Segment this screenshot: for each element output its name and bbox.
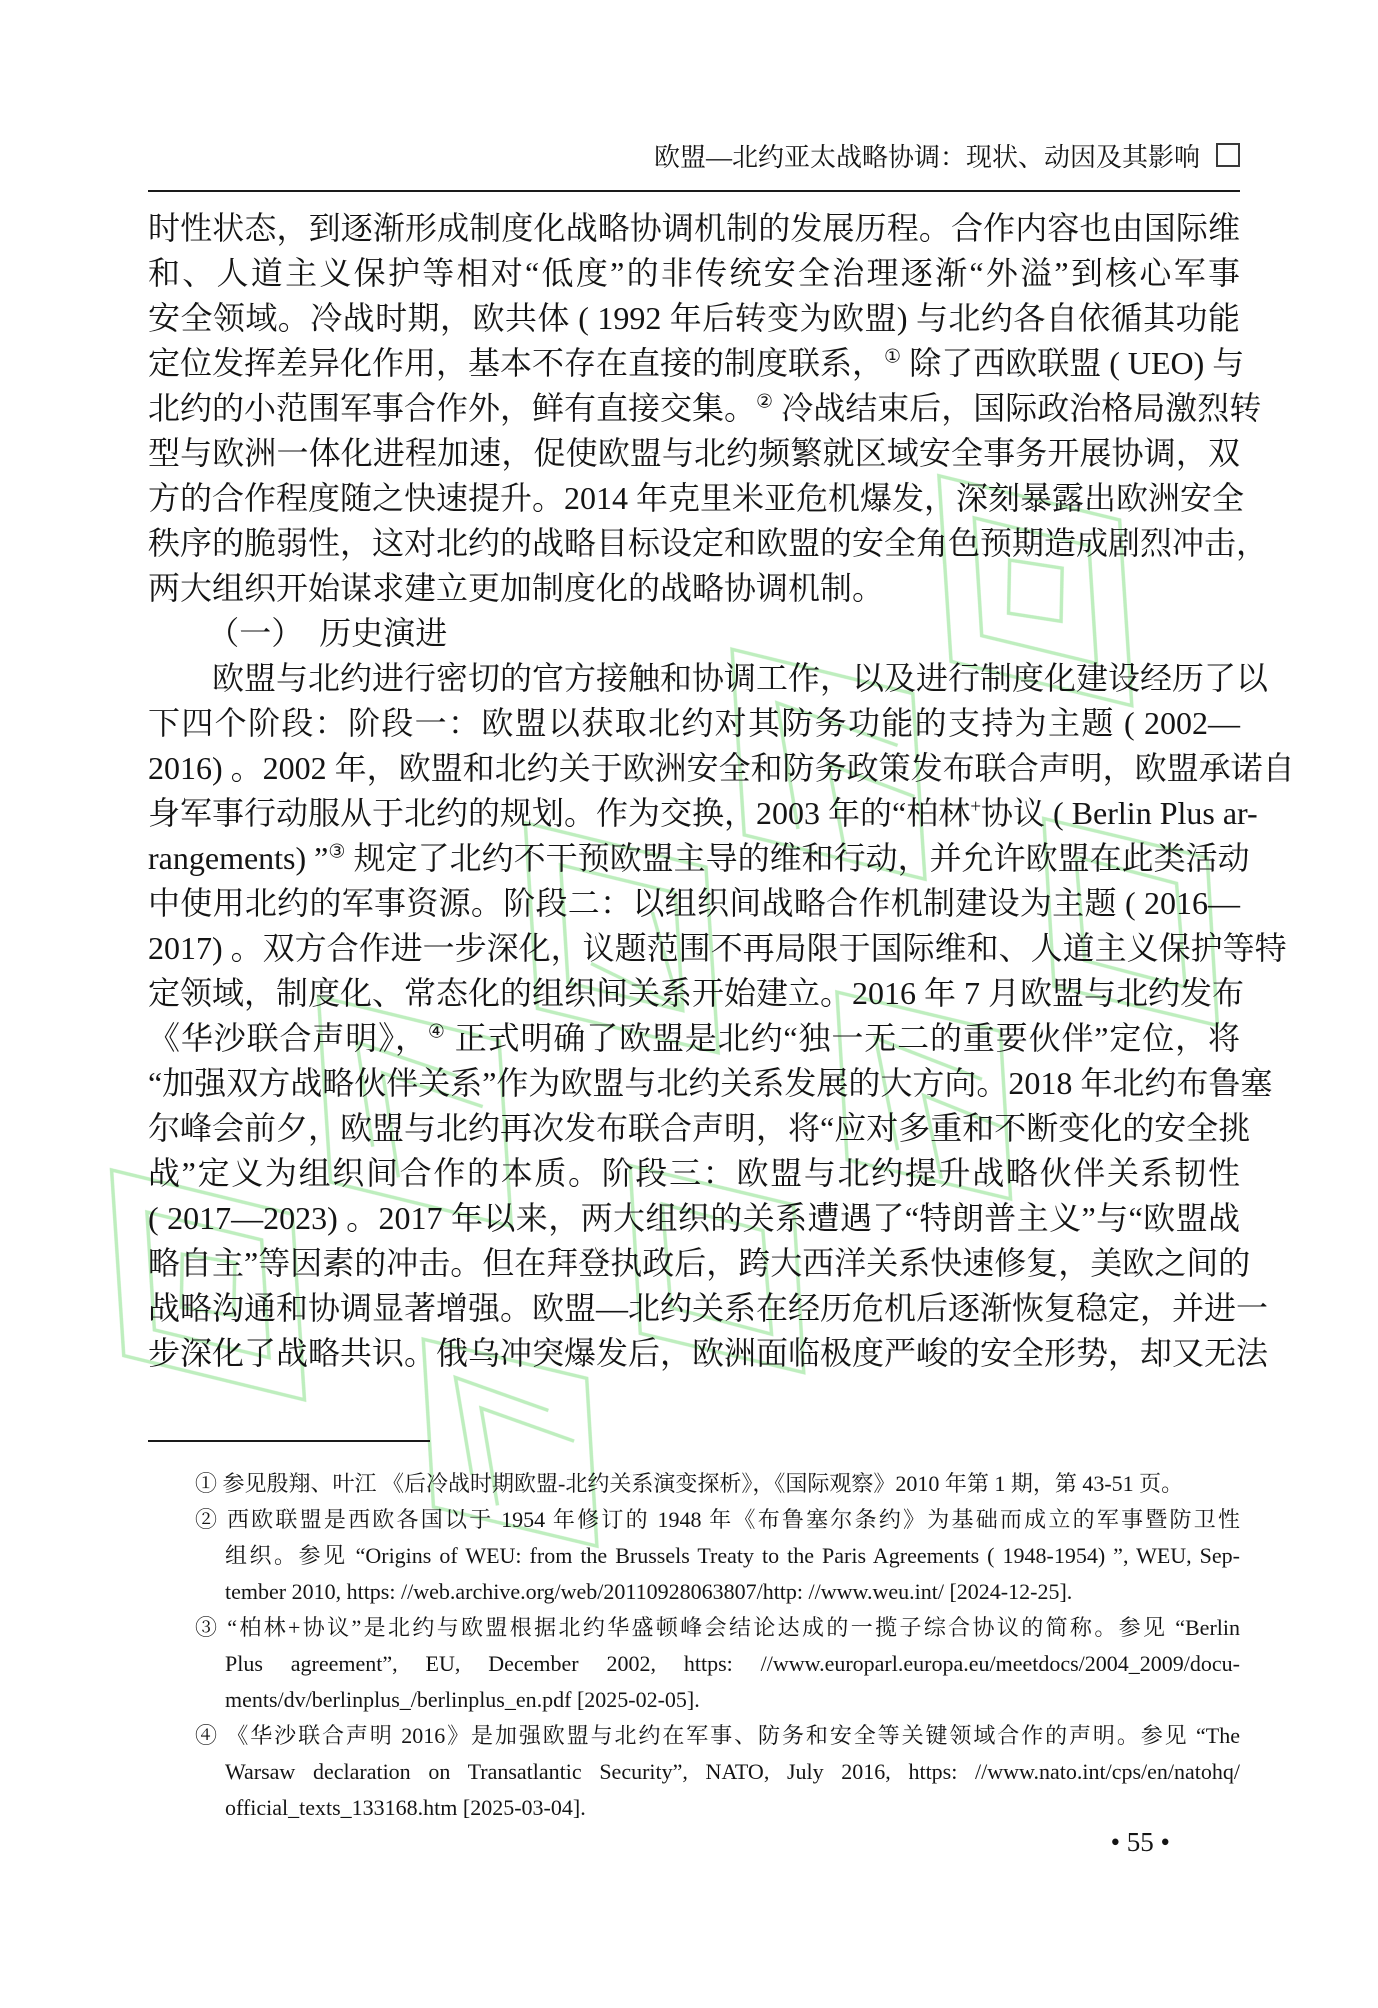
body-line: 定领域，制度化、常态化的组织间关系开始建立。2016 年 7 月欧盟与北约发布 [148,975,1245,1011]
footnote-marker-superscript: + [970,796,982,818]
body-line: 下四个阶段：阶段一：欧盟以获取北约对其防务功能的支持为主题 ( 2002— [148,705,1240,741]
footnote-line: 组织。参见 “Origins of WEU: from the Brussels Treaty to the Paris Agreements ( 1948-1954) ”, WEU, Sep- [225,1543,1240,1568]
footnote-marker-superscript: ① [884,346,902,368]
footnote-line: ② 西欧联盟是西欧各国以于 1954 年修订的 1948 年《布鲁塞尔条约》为基础而成立的军事暨防卫性 [195,1507,1240,1532]
body-line: 和、人道主义保护等相对“低度”的非传统安全治理逐渐“外溢”到核心军事 [148,255,1240,291]
body-line: 两大组织开始谋求建立更加制度化的战略协调机制。 [148,570,885,606]
body-line: （一） 历史演进 [207,615,448,651]
body-line: 步深化了战略共识。俄乌冲突爆发后，欧洲面临极度严峻的安全形势，却又无法 [148,1335,1269,1371]
page-number: • 55 • [1110,1827,1170,1857]
body-line: 身军事行动服从于北约的规划。作为交换，2003 年的“柏林+协议 ( Berlin Plus ar- [148,795,1258,831]
body-line: 2016) 。2002 年，欧盟和北约关于欧洲安全和防务政策发布联合声明，欧盟承诺自 [148,750,1295,786]
footnote-line: ③ “柏林+协议”是北约与欧盟根据北约华盛顿峰会结论达成的一揽子综合协议的简称。参见 “Berlin [195,1615,1240,1640]
footnote-rule [148,1440,430,1442]
body-line: 战”定义为组织间合作的本质。阶段三：欧盟与北约提升战略伙伴关系韧性 [148,1155,1240,1191]
footnote-line: Plus agreement”, EU, December 2002, https: //www.europarl.europa.eu/meetdocs/2004_2009/docu- [225,1651,1240,1676]
footnote-marker-superscript: ③ [328,841,346,863]
body-line: 略自主”等因素的冲击。但在拜登执政后，跨大西洋关系快速修复，美欧之间的 [148,1245,1251,1281]
footnote-marker-superscript: ② [756,391,774,413]
footnote-line: official_texts_133168.htm [2025-03-04]. [225,1795,586,1820]
body-line: 战略沟通和协调显著增强。欧盟—北约关系在经历危机后逐渐恢复稳定，并进一 [148,1290,1269,1326]
header-rule [148,190,1240,192]
running-head [654,142,1240,174]
footnote-line: tember 2010, https: //web.archive.org/web/20110928063807/http: //www.weu.int/ [2024-12-25]. [225,1579,1073,1604]
footnote-line: ments/dv/berlinplus_/berlinplus_en.pdf [2025-02-05]. [225,1687,700,1712]
body-line: rangements) ”③ 规定了北约不干预欧盟主导的维和行动，并允许欧盟在此类活动 [148,840,1250,876]
body-line: 尔峰会前夕，欧盟与北约再次发布联合声明，将“应对多重和不断变化的安全挑 [148,1110,1251,1146]
body-line: “加强双方战略伙伴关系”作为欧盟与北约关系发展的大方向。2018 年北约布鲁塞 [148,1065,1273,1101]
body-line: 中使用北约的军事资源。阶段二：以组织间战略合作机制建设为主题 ( 2016— [148,885,1240,921]
footnote-line: ④ 《华沙联合声明 2016》是加强欧盟与北约在军事、防务和安全等关键领域合作的声明。参见 “The [195,1723,1240,1748]
footnote-marker-superscript: ④ [427,1021,446,1043]
body-line: ( 2017—2023) 。2017 年以来，两大组织的关系遭遇了“特朗普主义”与“欧盟战 [148,1200,1240,1236]
body-text [148,206,1295,1376]
body-line: 2017) 。双方合作进一步深化，议题范围不再局限于国际维和、人道主义保护等特 [148,930,1287,966]
running-head-title: 欧盟—北约亚太战略协调：现状、动因及其影响 [653,143,1200,172]
footnote-line: Warsaw declaration on Transatlantic Security”, NATO, July 2016, https: //www.nato.int/cps/en/natohq/ [225,1759,1240,1784]
body-line: 定位发挥差异化作用，基本不存在直接的制度联系，① 除了西欧联盟 ( UEO) 与 [148,345,1245,381]
body-line: 欧盟与北约进行密切的官方接触和协调工作，以及进行制度化建设经历了以 [212,660,1269,696]
body-line: 北约的小范围军事合作外，鲜有直接交集。② 冷战结束后，国际政治格局激烈转 [148,390,1262,426]
body-line: 型与欧洲一体化进程加速，促使欧盟与北约频繁就区域安全事务开展协调，双 [148,435,1240,471]
body-line: 时性状态，到逐渐形成制度化战略协调机制的发展历程。合作内容也由国际维 [148,210,1240,246]
body-line: 《华沙联合声明》，④ 正式明确了欧盟是北约“独一无二的重要伙伴”定位，将 [148,1020,1240,1056]
end-box-icon [1216,143,1240,167]
body-line: 安全领域。冷战时期，欧共体 ( 1992 年后转变为欧盟) 与北约各自依循其功能 [148,300,1240,336]
footnote-line: ① 参见殷翔、叶江 《后冷战时期欧盟-北约关系演变探析》，《国际观察》2010 年第 1 期，第 43-51 页。 [195,1471,1184,1496]
footnotes [195,1466,1240,1826]
body-line: 秩序的脆弱性，这对北约的战略目标设定和欧盟的安全角色预期造成剧烈冲击， [148,525,1269,561]
body-line: 方的合作程度随之快速提升。2014 年克里米亚危机爆发，深刻暴露出欧洲安全 [148,480,1245,516]
